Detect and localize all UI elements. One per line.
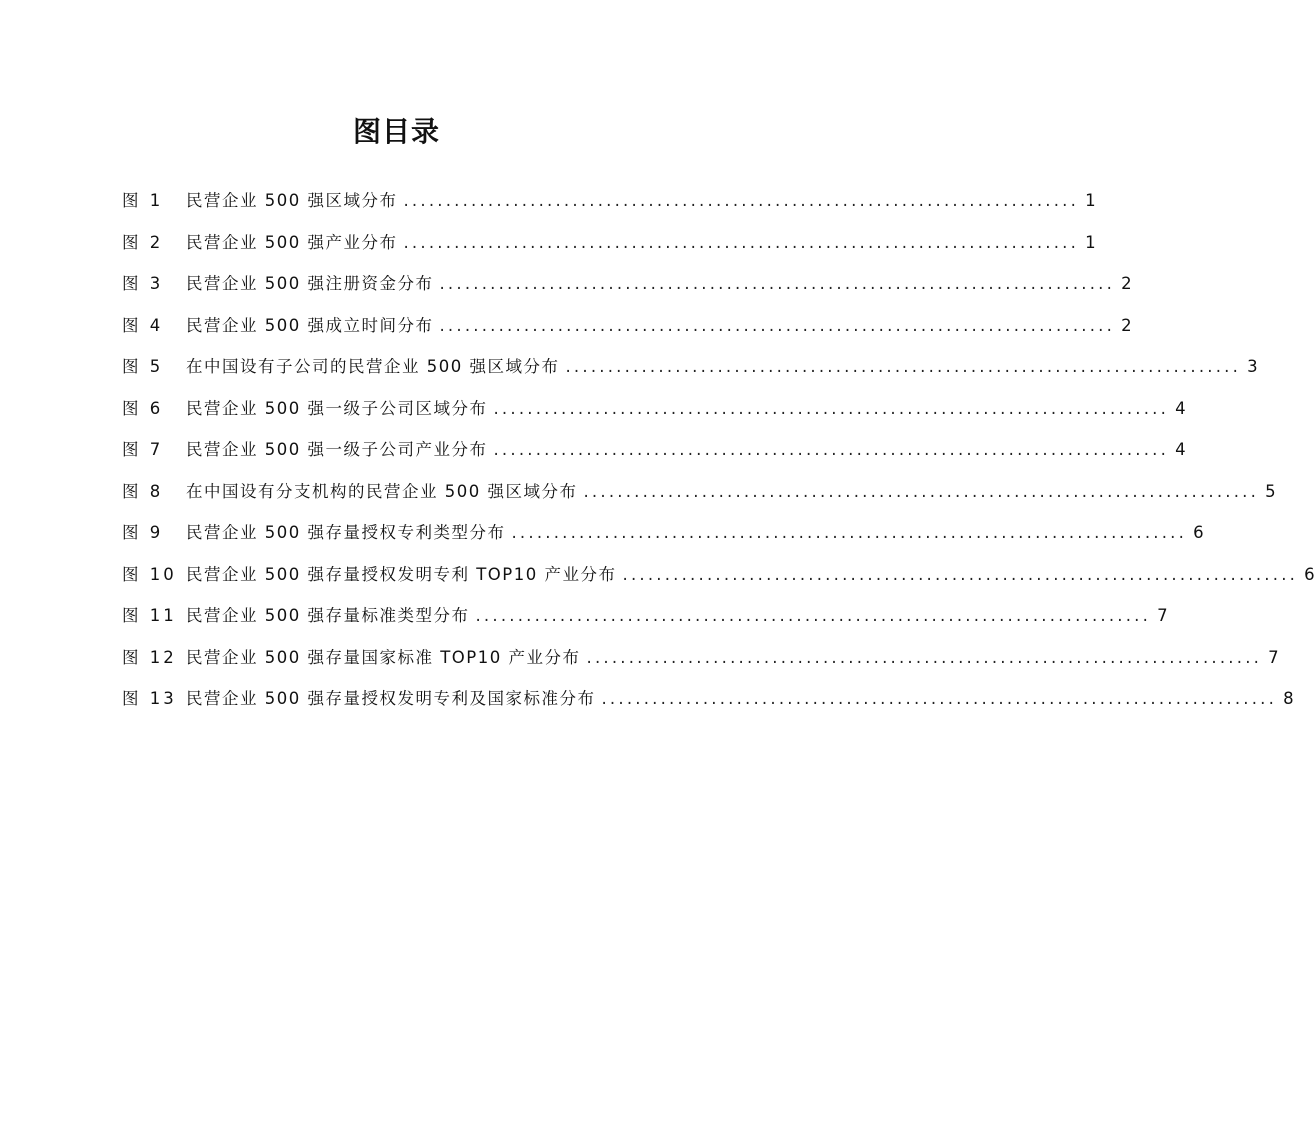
dot-leader: ................................................................................ [583, 481, 1260, 501]
list-item[interactable] [122, 685, 1294, 727]
dot-leader: ................................................................................ [622, 564, 1299, 584]
figure-title[interactable]: 民营企业 500 强注册资金分布 [186, 274, 434, 293]
page-number[interactable]: 7 [1157, 606, 1168, 625]
dot-leader: ................................................................................ [493, 440, 1170, 459]
page-number[interactable]: 4 [1175, 398, 1186, 418]
figure-title[interactable]: 民营企业 500 强一级子公司区域分布 [186, 398, 488, 418]
page-number[interactable]: 2 [1121, 274, 1132, 293]
page-number[interactable]: 3 [1247, 357, 1258, 376]
figure-title[interactable]: 民营企业 500 强成立时间分布 [186, 315, 434, 335]
figure-number: 图 7 [122, 440, 164, 459]
page-number[interactable]: 1 [1085, 232, 1096, 252]
list-item[interactable] [122, 187, 1096, 229]
page-number[interactable]: 4 [1175, 440, 1186, 459]
dot-leader: ................................................................................ [439, 274, 1116, 293]
list-item[interactable] [122, 561, 1315, 603]
figure-number: 图 6 [122, 398, 164, 418]
figure-title[interactable]: 民营企业 500 强存量授权发明专利 TOP10 产业分布 [186, 564, 617, 584]
page-number[interactable]: 6 [1304, 564, 1315, 584]
list-item[interactable] [122, 395, 1186, 437]
figure-title[interactable]: 在中国设有分支机构的民营企业 500 强区域分布 [186, 481, 578, 501]
figure-number: 图 1 [122, 191, 164, 210]
list-item[interactable] [122, 229, 1096, 271]
figure-title[interactable]: 民营企业 500 强存量授权专利类型分布 [186, 523, 506, 542]
page-number[interactable]: 7 [1268, 647, 1279, 667]
figure-title[interactable]: 民营企业 500 强存量国家标准 TOP10 产业分布 [186, 647, 581, 667]
list-item[interactable] [122, 478, 1276, 520]
figure-number: 图 8 [122, 481, 164, 501]
figure-title[interactable]: 民营企业 500 强产业分布 [186, 232, 398, 252]
list-item[interactable] [122, 519, 1204, 561]
figure-number: 图 9 [122, 523, 164, 542]
list-item[interactable] [122, 602, 1168, 644]
page-number[interactable]: 1 [1085, 191, 1096, 210]
dot-leader: ................................................................................ [475, 606, 1152, 625]
figure-number: 图 11 [122, 606, 177, 625]
dot-leader: ................................................................................ [565, 357, 1242, 376]
figure-number: 图 13 [122, 689, 177, 708]
list-item[interactable] [122, 436, 1186, 478]
page-number[interactable]: 8 [1283, 689, 1294, 708]
figure-number: 图 4 [122, 315, 164, 335]
dot-leader: ................................................................................ [493, 398, 1170, 418]
figure-number: 图 3 [122, 274, 164, 293]
figure-title[interactable]: 民营企业 500 强存量授权发明专利及国家标准分布 [186, 689, 596, 708]
page-number[interactable]: 5 [1265, 481, 1276, 501]
page-number[interactable]: 6 [1193, 523, 1204, 542]
page-title: 图目录 [352, 115, 440, 148]
figure-title[interactable]: 在中国设有子公司的民营企业 500 强区域分布 [186, 357, 560, 376]
dot-leader: ................................................................................ [403, 232, 1080, 252]
figure-number: 图 12 [122, 647, 177, 667]
figure-list [122, 187, 1315, 727]
page-number[interactable]: 2 [1121, 315, 1132, 335]
list-item[interactable] [122, 270, 1132, 312]
figure-number: 图 10 [122, 564, 177, 584]
dot-leader: ................................................................................ [439, 315, 1116, 335]
dot-leader: ................................................................................ [586, 647, 1263, 667]
figure-title[interactable]: 民营企业 500 强存量标准类型分布 [186, 606, 470, 625]
dot-leader: ................................................................................ [511, 523, 1188, 542]
figure-title[interactable]: 民营企业 500 强区域分布 [186, 191, 398, 210]
dot-leader: ................................................................................ [403, 191, 1080, 210]
figure-number: 图 2 [122, 232, 164, 252]
list-item[interactable] [122, 644, 1279, 686]
figure-number: 图 5 [122, 357, 164, 376]
list-item[interactable] [122, 312, 1132, 354]
list-item[interactable] [122, 353, 1258, 395]
figure-title[interactable]: 民营企业 500 强一级子公司产业分布 [186, 440, 488, 459]
dot-leader: ................................................................................ [601, 689, 1278, 708]
